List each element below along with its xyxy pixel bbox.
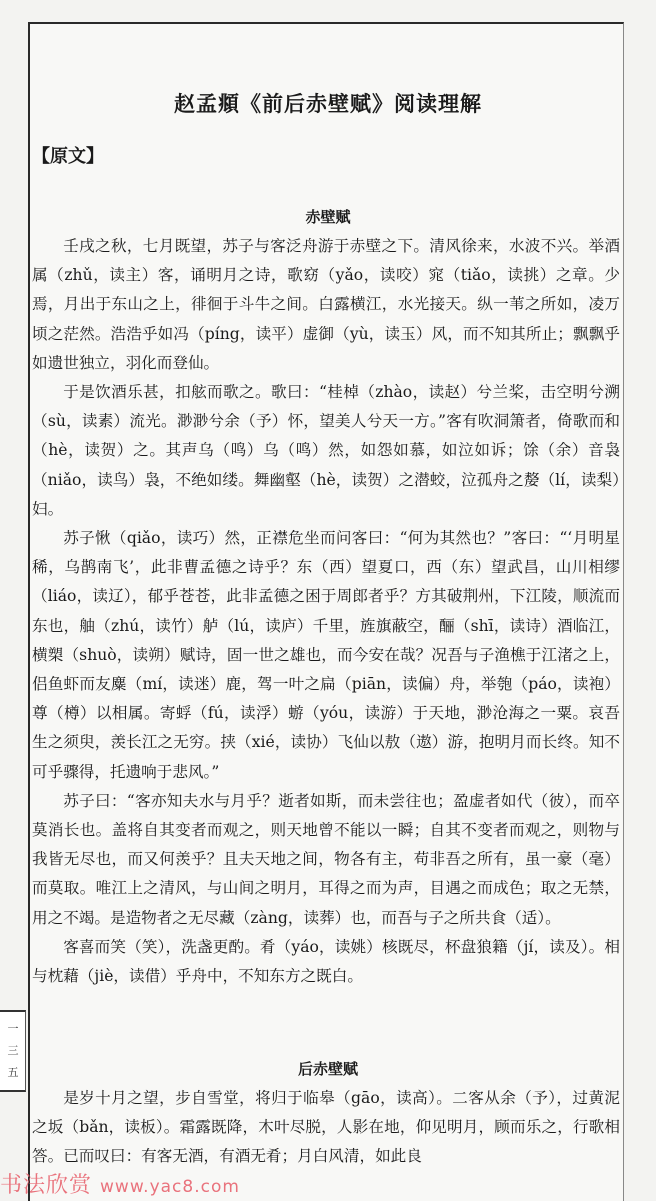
watermark-site-name: 书法欣赏 [0,1173,93,1198]
page-number: 一 三 五 [7,1022,19,1079]
part1-heading: 赤壁赋 [305,208,351,226]
watermark-url: www.yac8.com [100,1177,240,1197]
paragraph: 壬戌之秋，七月既望，苏子与客泛舟游于赤壁之下。清风徐来，水波不兴。举酒属（zhǔ，读主）客，诵明月之诗，歌窈（yǎo，读咬）窕（tiǎo，读挑）之章。少焉，月出于东山之上，徘徊于斗牛之间。白露横江，水光接天。纵一苇之所如，凌万顷之茫然。浩浩乎如冯（píng，读平）虚御（yù，读玉）风，而不知其所止；飘飘乎如遗世独立，羽化而登仙。 [32,237,620,372]
paragraph: 苏子愀（qiǎo，读巧）然，正襟危坐而问客曰：“何为其然也？”客曰：“‘月明星稀，乌鹊南飞’，此非曹孟德之诗乎？东（西）望夏口，西（东）望武昌，山川相缪（liáo，读辽），郁乎苍苍，此非孟德之困于周郎者乎？方其破荆州，下江陵，顺流而东也，舳（zhú，读竹）舻（lú，读庐）千里，旌旗蔽空，酾（shī，读诗）酒临江，横槊（shuò，读朔）赋诗，固一世之雄也，而今安在哉？况吾与子渔樵于江渚之上，侣鱼虾而友麋（mí，读迷）鹿，驾一叶之扁（piān，读偏）舟，举匏（páo，读袍）尊（樽）以相属。寄蜉（fú，读浮）蝣（yóu，读游）于天地，渺沧海之一粟。哀吾生之须臾，羡长江之无穷。挟（xié，读协）飞仙以敖（遨）游，抱明月而长终。知不可乎骤得，托遗响于悲风。” [32,529,620,781]
part2-body [32,1084,620,1172]
paragraph: 于是饮酒乐甚，扣舷而歌之。歌曰：“桂棹（zhào，读赵）兮兰桨，击空明兮溯（sù，读素）流光。渺渺兮余（予）怀，望美人兮天一方。”客有吹洞箫者，倚歌而和（hè，读贺）之。其声乌（鸣）乌（鸣）然，如怨如慕，如泣如诉；馀（余）音袅（niǎo，读鸟）袅，不绝如缕。舞幽壑（hè，读贺）之潜蛟，泣孤舟之嫠（lí，读梨）妇。 [32,383,620,518]
part2-heading: 后赤壁赋 [297,1060,358,1078]
part1-body [32,232,620,991]
paragraph: 是岁十月之望，步自雪堂，将归于临皋（gāo，读高）。二客从余（予），过黄泥之坂（bǎn，读板）。霜露既降，木叶尽脱，人影在地，仰见明月，顾而乐之，行歌相答。已而叹曰：有客无酒，有酒无肴；月白风清，如此良 [32,1089,620,1166]
paragraph: 客喜而笑（笑），洗盏更酌。肴（yáo，读姚）核既尽，杯盘狼籍（jí，读及）。相与枕藉（jiè，读借）乎舟中，不知东方之既白。 [32,937,620,986]
watermark [0,1168,656,1199]
section-label: 【原文】 [32,146,104,167]
paragraph: 苏子曰：“客亦知夫水与月乎？逝者如斯，而未尝往也；盈虚者如代（彼），而卒莫消长也。盖将自其变者而观之，则天地曾不能以一瞬；自其不变者而观之，则物与我皆无尽也，而又何羡乎？且夫天地之间，物各有主，苟非吾之所有，虽一豪（毫）而莫取。唯江上之清风，与山间之明月，耳得之而为声，目遇之而成色；取之无禁，用之不竭。是造物者之无尽藏（zàng，读葬）也，而吾与子之所共食（适）。 [32,791,620,927]
page-title: 赵孟頫《前后赤壁赋》阅读理解 [174,92,482,116]
